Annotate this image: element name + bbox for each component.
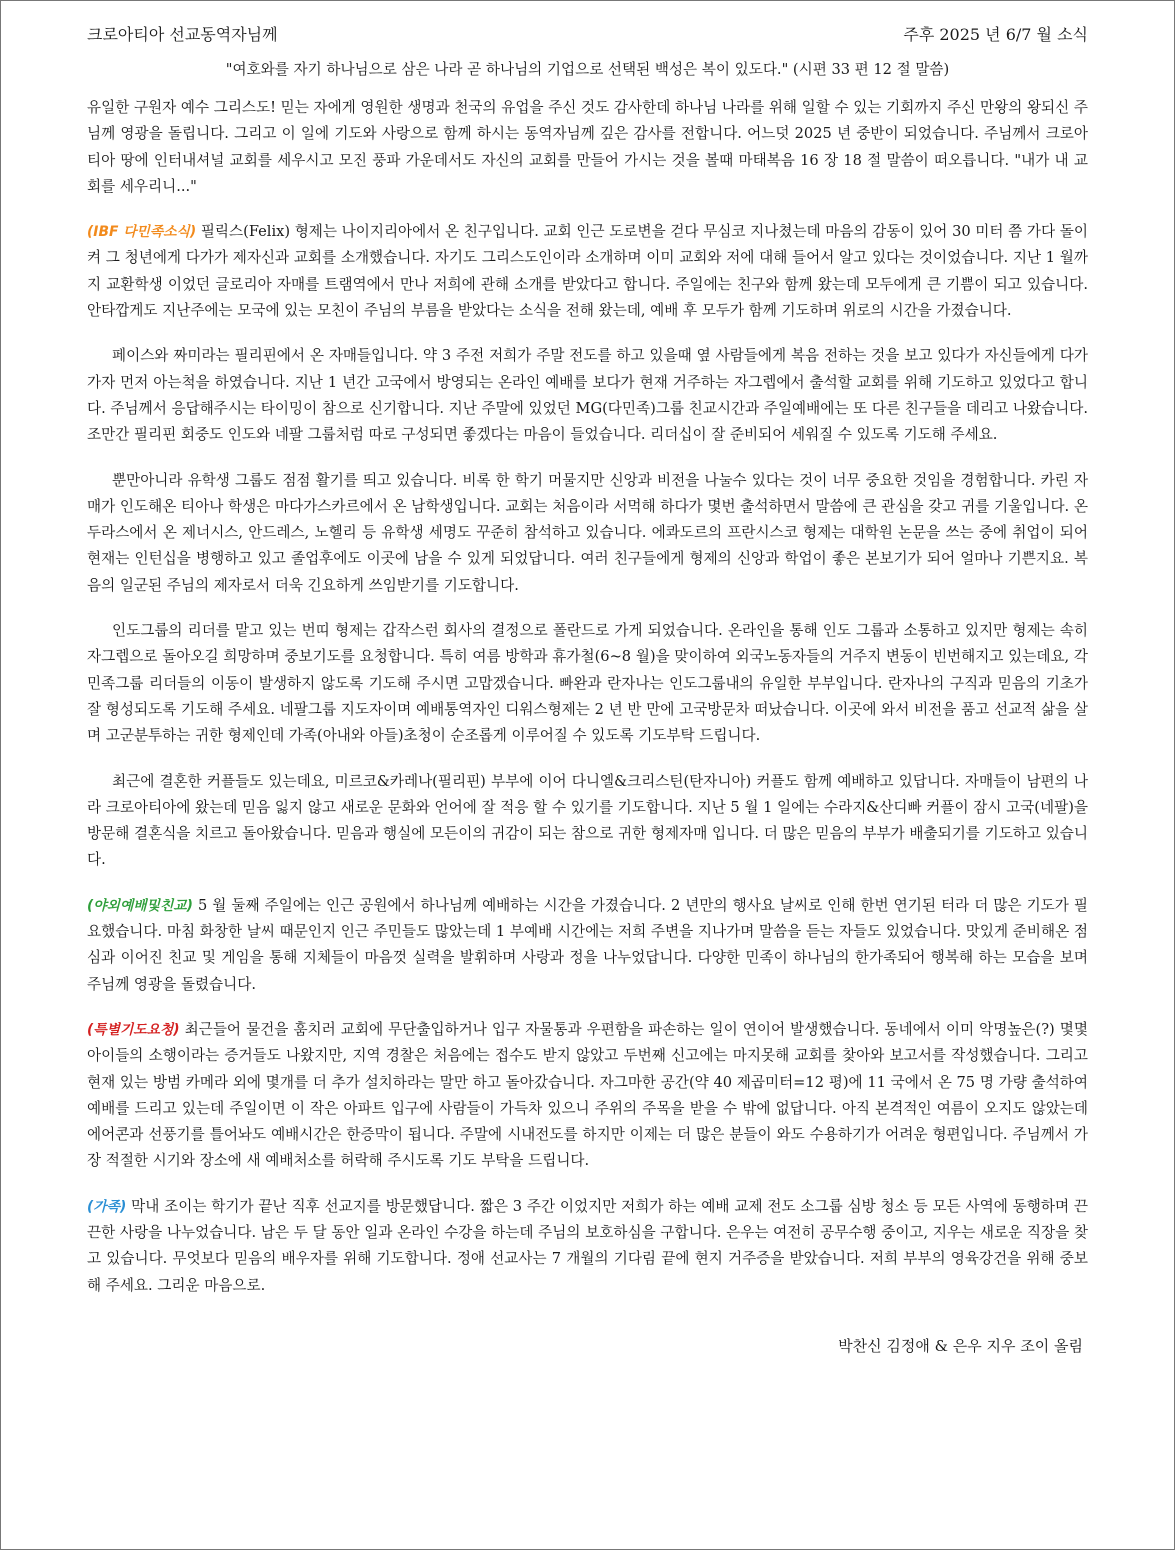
family-section-tag: (가족)	[87, 1198, 127, 1215]
ibf-paragraph-felix	[87, 219, 1088, 324]
ibf-section-tag: (IBF 다민족소식)	[87, 224, 197, 241]
signature: 박찬신 김정애 & 은우 지우 조이 올림	[838, 1336, 1083, 1355]
family-text: 막내 조이는 학기가 끝난 직후 선교지를 방문했답니다. 짧은 3 주간 이었지만 저희가 하는 예배 교제 전도 소그룹 심방 청소 등 모든 사역에 동행하며 끈끈한 사랑을 나누었습니다. 남은 두 달 동안 일과 온라인 수강을 하는데 주님의 보호하심을 구합니다. 은우는 여전히 공무수행 중이고, 지우는 새로운 직장을 찾고 있습니다. 무엇보다 믿음의 배우자를 위해 기도합니다. 정애 선교사는 7 개월의 기다림 끝에 현지 거주증을 받았습니다. 저희 부부의 영육강건을 위해 중보해 주세요. 그리운 마음으로.	[87, 1197, 1088, 1294]
prayer-text: 최근들어 물건을 훔치러 교회에 무단출입하거나 입구 자물통과 우편함을 파손하는 일이 연이어 발생했습니다. 동네에서 이미 악명높은(?) 몇몇 아이들의 소행이라는 증거들도 나왔지만, 지역 경찰은 처음에는 접수도 받지 않았고 두번째 신고에는 마지못해 교회를 찾아와 보고서를 작성했습니다. 그리고 현재 있는 방범 카메라 외에 몇개를 더 추가 설치하라는 말만 하고 돌아갔습니다. 자그마한 공간(약 40 제곱미터=12 평)에 11 국에서 온 75 명 가량 출석하여 예배를 드리고 있는데 주일이면 이 작은 아파트 입구에 사람들이 가득차 있으니 주위의 주목을 받을 수 밖에 없답니다. 아직 본격적인 여름이 오지도 않았는데 에어콘과 선풍기를 틀어놔도 예배시간은 한증막이 됩니다. 주말에 시내전도를 하지만 이제는 더 많은 분들이 와도 수용하기가 어려운 형편입니다. 주님께서 가장 적절한 시기와 장소에 새 예배처소를 허락해 주시도록 기도 부탁을 드립니다.	[87, 1020, 1088, 1170]
family-paragraph	[87, 1194, 1088, 1299]
header	[87, 21, 1088, 49]
outdoor-worship-paragraph	[87, 893, 1088, 998]
ibf-paragraph-couples: 최근에 결혼한 커플들도 있는데요, 미르코&카레나(필리핀) 부부에 이어 다니엘&크리스틴(탄자니아) 커플도 함께 예배하고 있답니다. 자매들이 남편의 나라 크로아티아에 왔는데 믿음 잃지 않고 새로운 문화와 언어에 잘 적응 할 수 있기를 기도합니다. 지난 5 월 1 일에는 수라지&산디빠 커플이 잠시 고국(네팔)을 방문해 결혼식을 치르고 돌아왔습니다. 믿음과 행실에 모든이의 귀감이 되는 참으로 귀한 형제자매 입니다. 더 많은 믿음의 부부가 배출되기를 기도하고 있습니다.	[87, 772, 1088, 869]
ibf-paragraph-india-group: 인도그룹의 리더를 맡고 있는 번띠 형제는 갑작스런 회사의 결정으로 폴란드로 가게 되었습니다. 온라인을 통해 인도 그룹과 소통하고 있지만 형제는 속히 자그렙으로 돌아오길 희망하며 중보기도를 요청합니다. 특히 여름 방학과 휴가철(6~8 월)을 맞이하여 외국노동자들의 거주지 변동이 빈번해지고 있는데요, 각 민족그룹 리더들의 이동이 발생하지 않도록 기도해 주시면 고맙겠습니다. 빠완과 란자나는 인도그룹내의 유일한 부부입니다. 란자나의 구직과 믿음의 기초가 잘 형성되도록 기도해 주세요. 네팔그룹 지도자이며 예배통역자인 디워스형제는 2 년 반 만에 고국방문차 떠났습니다. 이곳에 와서 비전을 품고 선교적 삶을 살며 고군분투하는 귀한 형제인데 가족(아내와 아들)초청이 순조롭게 이루어질 수 있도록 기도부탁 드립니다.	[87, 622, 1088, 745]
recipient-line: 크로아티아 선교동역자님께	[87, 25, 278, 44]
outdoor-section-tag: (야외예배및친교)	[87, 897, 193, 914]
date-line: 주후 2025 년 6/7 월 소식	[903, 25, 1088, 44]
prayer-request-paragraph	[87, 1017, 1088, 1175]
intro-paragraph: 유일한 구원자 예수 그리스도! 믿는 자에게 영원한 생명과 천국의 유업을 주신 것도 감사한데 하나님 나라를 위해 일할 수 있는 기회까지 주신 만왕의 왕되신 주님께 영광을 돌립니다. 그리고 이 일에 기도와 사랑으로 함께 하시는 동역자님께 깊은 감사를 전합니다. 어느덧 2025 년 중반이 되었습니다. 주님께서 크로아티아 땅에 인터내셔널 교회를 세우시고 모진 풍파 가운데서도 자신의 교회를 만들어 가시는 것을 볼때 마태복음 16 장 18 절 말씀이 떠오릅니다. "내가 내 교회를 세우리니..."	[87, 99, 1088, 195]
scripture-verse: "여호와를 자기 하나님으로 삼은 나라 곧 하나님의 기업으로 선택된 백성은 복이 있도다." (시편 33 편 12 절 말씀)	[225, 61, 950, 78]
prayer-section-tag: (특별기도요청)	[87, 1021, 180, 1038]
ibf-paragraph-philippines: 페이스와 짜미라는 필리핀에서 온 자매들입니다. 약 3 주전 저희가 주말 전도를 하고 있을때 옆 사람들에게 복음 전하는 것을 보고 있다가 자신들에게 다가가자 먼저 아는척을 하였습니다. 지난 1 년간 고국에서 방영되는 온라인 예배를 보다가 현재 거주하는 자그렙에서 출석할 교회를 위해 기도하고 있었다고 합니다. 주님께서 응답해주시는 타이밍이 참으로 신기합니다. 지난 주말에 있었던 MG(다민족)그룹 친교시간과 주일예배에는 또 다른 친구들을 데리고 나왔습니다. 조만간 필리핀 회중도 인도와 네팔 그룹처럼 따로 구성되면 좋겠다는 마음이 들었습니다. 리더십이 잘 준비되어 세워질 수 있도록 기도해 주세요.	[87, 347, 1088, 444]
ibf-paragraph-students: 뿐만아니라 유학생 그룹도 점점 활기를 띄고 있습니다. 비록 한 학기 머물지만 신앙과 비전을 나눌수 있다는 것이 너무 중요한 것임을 경험합니다. 카린 자매가 인도해온 티아나 학생은 마다가스카르에서 온 남학생입니다. 교회는 처음이라 서먹해 하다가 몇번 출석하면서 말씀에 큰 관심을 갖고 귀를 기울입니다. 온두라스에서 온 제너시스, 안드레스, 노헬리 등 유학생 세명도 꾸준히 참석하고 있습니다. 에콰도르의 프란시스코 형제는 대학원 논문을 쓰는 중에 취업이 되어 현재는 인턴십을 병행하고 있고 졸업후에도 이곳에 남을 수 있게 되었답니다. 여러 친구들에게 형제의 신앙과 학업이 좋은 본보기가 되어 얼마나 기쁜지요. 복음의 일군된 주님의 제자로서 더욱 긴요하게 쓰임받기를 기도합니다.	[87, 471, 1088, 594]
ibf-text-1: 필릭스(Felix) 형제는 나이지리아에서 온 친구입니다. 교회 인근 도로변을 걷다 무심코 지나쳤는데 마음의 감동이 있어 30 미터 쯤 가다 돌이켜 그 청년에게 다가가 제자신과 교회를 소개했습니다. 자기도 그리스도인이라 소개하며 이미 교회와 저에 대해 들어서 알고 있다는 것이었습니다. 지난 1 월까지 교환학생 이었던 글로리아 자매를 트램역에서 만나 저희에 관해 소개를 받았다고 합니다. 주일에는 친구와 함께 왔는데 모두에게 큰 기쁨이 되고 있습니다. 안타깝게도 지난주에는 모국에 있는 모친이 주님의 부름을 받았다는 소식을 전해 왔는데, 예배 후 모두가 함께 기도하며 위로의 시간을 가졌습니다.	[87, 223, 1088, 320]
outdoor-text: 5 월 둘째 주일에는 인근 공원에서 하나님께 예배하는 시간을 가졌습니다. 2 년만의 행사요 날씨로 인해 한번 연기된 터라 더 많은 기도가 필요했습니다. 마침 화창한 날씨 때문인지 인근 주민들도 많았는데 1 부예배 시간에는 저희 주변을 지나가며 말씀을 듣는 자들도 있었습니다. 맛있게 준비해온 점심과 이어진 친교 및 게임을 통해 지체들이 마음껏 실력을 발휘하며 사랑과 정을 나누었답니다. 다양한 민족이 하나님의 한가족되어 행복해 하는 모습을 보며 주님께 영광을 돌렸습니다.	[87, 896, 1088, 993]
